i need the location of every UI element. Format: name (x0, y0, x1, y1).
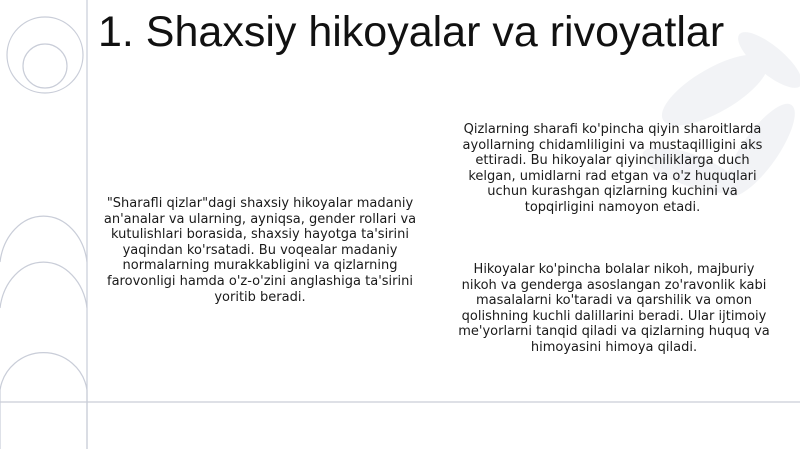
slide-title: 1. Shaxsiy hikoyalar va rivoyatlar (98, 8, 725, 56)
decor-circle-top-small (23, 44, 67, 88)
decor-arch-lower (0, 353, 87, 402)
decor-arch-upper (0, 216, 87, 262)
left-paragraph: "Sharafli qizlar"dagi shaxsiy hikoyalar madaniy an'analar va ularning, ayniqsa, gender rollari va kutulishlari borasida, shaxsiy hayotga ta'sirini yaqindan ko'rsatadi. Bu voqealar madaniy normalarning murakkabligini va qizlarning farovonligi hamda o'z-o'zini anglashiga ta'sirini yoritib beradi. (103, 196, 417, 305)
right-bottom-paragraph: Hikoyalar ko'pincha bolalar nikoh, majburiy nikoh va genderga asoslangan zo'ravonlik kabi masalalarni ko'taradi va qarshilik va omon qolishning kuchli dalillarini beradi. Ular ijtimoiy me'yorlarni tanqid qiladi va qizlarning huquq va himoyasini himoya qiladi. (458, 262, 770, 355)
decor-circle-top-large (7, 17, 83, 93)
right-top-paragraph: Qizlarning sharafi ko'pincha qiyin sharoitlarda ayollarning chidamliligini va mustaqilligini aks ettiradi. Bu hikoyalar qiyinchiliklarga duch kelgan, umidlarni rad etgan va o'z huquqlari uchun kurashgan qizlarning kuchini va topqirligini namoyon etadi. (462, 122, 763, 215)
decor-arch-base (0, 402, 87, 449)
decor-arch-middle (0, 262, 87, 308)
